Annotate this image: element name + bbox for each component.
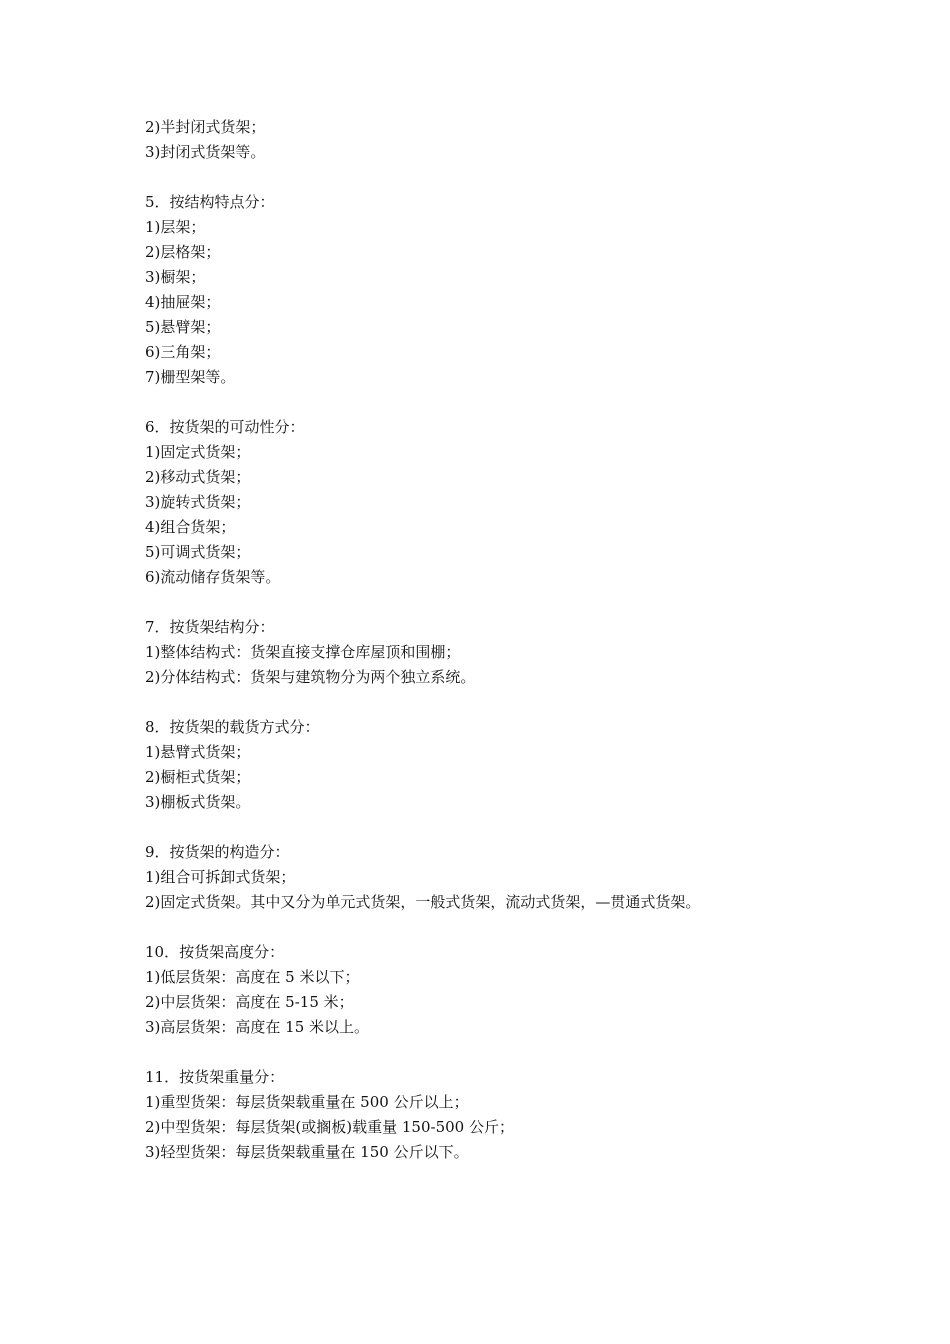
list-item: 4)组合货架； xyxy=(145,518,236,536)
section-heading: 10．按货架高度分： xyxy=(145,943,285,961)
list-item: 3)橱架； xyxy=(145,268,206,286)
list-item: 7)栅型架等。 xyxy=(145,368,236,386)
section-heading: 7．按货架结构分： xyxy=(145,618,275,636)
list-item: 1)悬臂式货架； xyxy=(145,743,251,761)
list-item: 3)轻型货架：每层货架载重量在 150 公斤以下。 xyxy=(145,1143,469,1161)
list-item: 1)固定式货架； xyxy=(145,443,251,461)
list-item: 1)重型货架：每层货架载重量在 500 公斤以上； xyxy=(145,1093,469,1111)
list-item: 3)高层货架：高度在 15 米以上。 xyxy=(145,1018,370,1036)
list-item: 3)旋转式货架； xyxy=(145,493,251,511)
list-item: 6)三角架； xyxy=(145,343,221,361)
list-section xyxy=(145,615,845,690)
list-item: 2)固定式货架。其中又分为单元式货架，一般式货架，流动式货架，—贯通式货架。 xyxy=(145,893,701,911)
list-item: 2)中型货架：每层货架(或搁板)载重量 150-500 公斤； xyxy=(145,1118,514,1136)
list-item: 2)分体结构式：货架与建筑物分为两个独立系统。 xyxy=(145,668,476,686)
list-section xyxy=(145,940,845,1040)
list-section xyxy=(145,190,845,390)
list-item: 3)封闭式货架等。 xyxy=(145,143,266,161)
section-heading: 11．按货架重量分： xyxy=(145,1068,285,1086)
list-section xyxy=(145,1065,845,1165)
list-item: 3)棚板式货架。 xyxy=(145,793,251,811)
list-item: 1)整体结构式：货架直接支撑仓库屋顶和围棚； xyxy=(145,643,461,661)
section-heading: 6．按货架的可动性分： xyxy=(145,418,305,436)
list-item: 6)流动储存货架等。 xyxy=(145,568,281,586)
list-item: 5)悬臂架； xyxy=(145,318,221,336)
list-item: 1)组合可拆卸式货架； xyxy=(145,868,296,886)
list-section xyxy=(145,115,845,165)
list-item: 1)低层货架：高度在 5 米以下； xyxy=(145,968,360,986)
list-section xyxy=(145,715,845,815)
list-section xyxy=(145,840,845,915)
list-item: 2)移动式货架； xyxy=(145,468,251,486)
list-item: 2)中层货架：高度在 5-15 米； xyxy=(145,993,354,1011)
list-item: 2)半封闭式货架； xyxy=(145,118,266,136)
list-item: 4)抽屉架； xyxy=(145,293,221,311)
list-item: 2)橱柜式货架； xyxy=(145,768,251,786)
list-item: 5)可调式货架； xyxy=(145,543,251,561)
document-body xyxy=(145,115,845,1190)
list-item: 2)层格架； xyxy=(145,243,221,261)
section-heading: 5．按结构特点分： xyxy=(145,193,275,211)
list-item: 1)层架； xyxy=(145,218,206,236)
list-section xyxy=(145,415,845,590)
section-heading: 8．按货架的载货方式分： xyxy=(145,718,320,736)
section-heading: 9．按货架的构造分： xyxy=(145,843,290,861)
